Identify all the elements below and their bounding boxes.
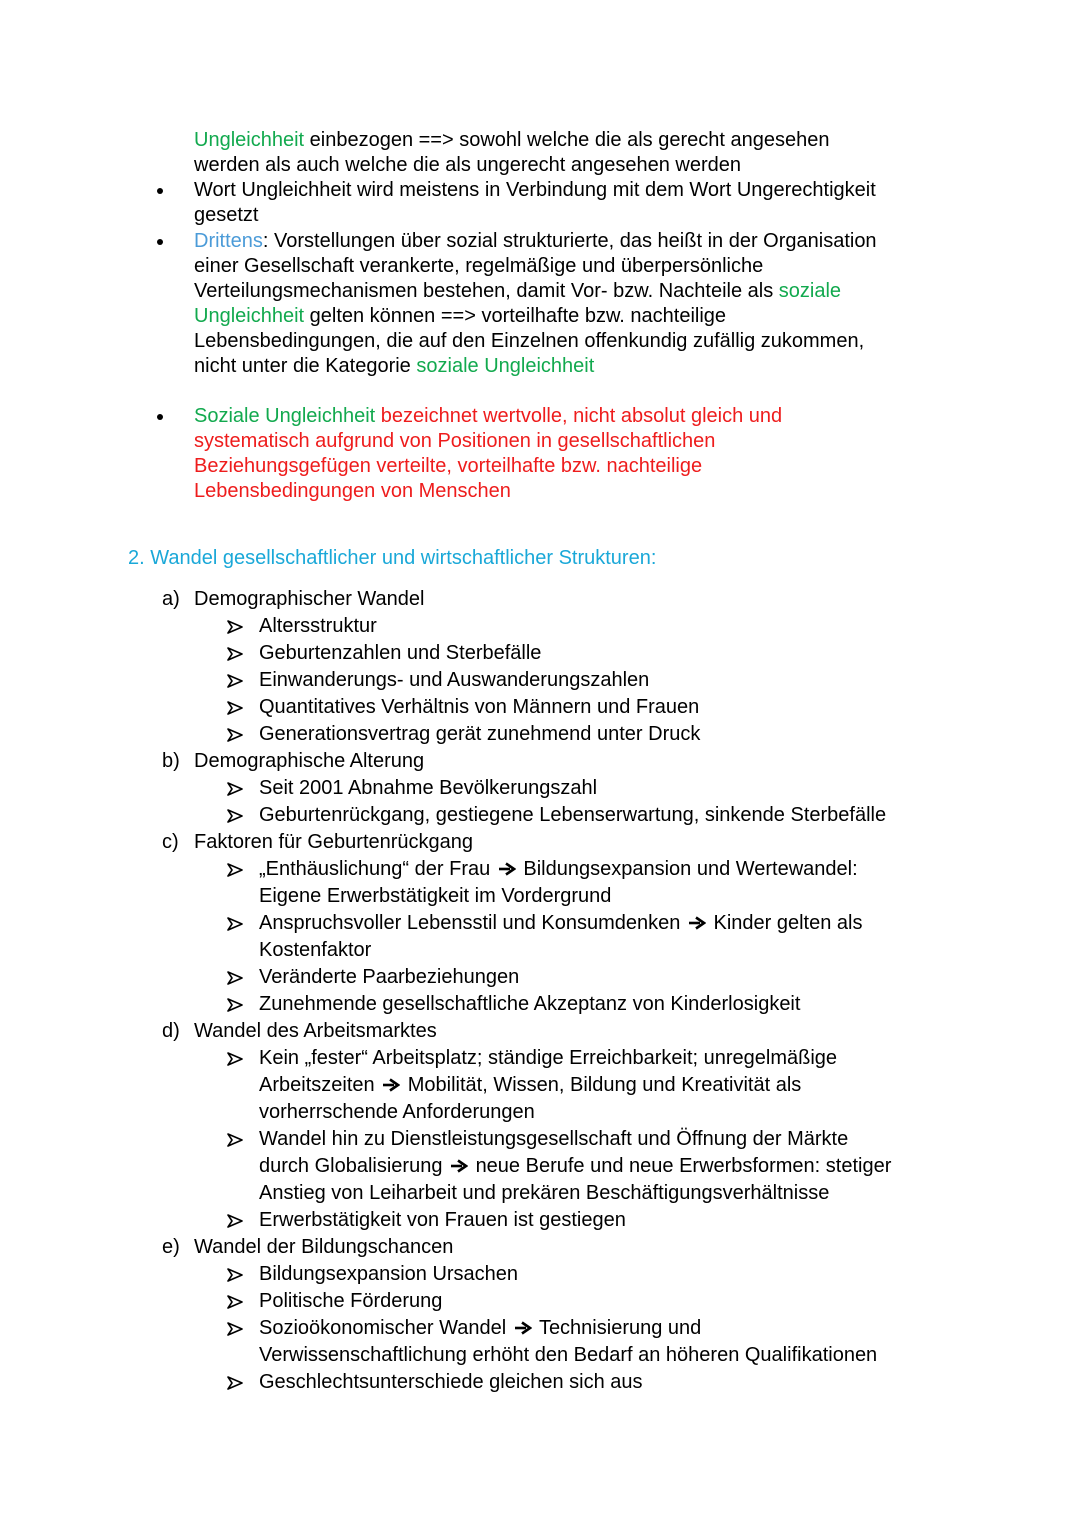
right-arrow-icon bbox=[514, 1321, 532, 1335]
list-item: Geburtenrückgang, gestiegene Lebenserwartung, sinkende Sterbefälle bbox=[259, 804, 887, 826]
arrowhead-bullet-icon bbox=[227, 1315, 243, 1342]
list-item: Geburtenzahlen und Sterbefälle bbox=[259, 642, 542, 664]
section-heading: 2. Wandel gesellschaftlicher und wirtschaftlicher Strukturen: bbox=[128, 547, 657, 569]
arrowhead-bullet-icon bbox=[227, 640, 243, 667]
list-item: Kein „fester“ Arbeitsplatz; ständige Erreichbarkeit; unregelmäßige Arbeitszeiten Mobilität, Wissen, Bildung und Kreativität als vorherrschende Anforderungen bbox=[259, 1047, 838, 1123]
arrowhead-bullet-icon bbox=[227, 1369, 243, 1396]
intro-paragraph: Ungleichheit einbezogen ==> sowohl welche die als gerecht angesehen werden als auch welche die als ungerecht angesehen werden bbox=[194, 129, 830, 176]
list-item: Seit 2001 Abnahme Bevölkerungszahl bbox=[259, 777, 598, 799]
arrowhead-bullet-icon bbox=[227, 1288, 243, 1315]
term-ungleichheit: Ungleichheit bbox=[194, 129, 305, 151]
list-item: Sozioökonomischer Wandel Technisierung und Verwissenschaftlichung erhöht den Bedarf an höheren Qualifikationen bbox=[259, 1317, 878, 1366]
arrowhead-bullet-icon bbox=[227, 1126, 243, 1153]
section-e-title: e) Wandel der Bildungschancen bbox=[162, 1236, 454, 1258]
list-item: Zunehmende gesellschaftliche Akzeptanz von Kinderlosigkeit bbox=[259, 993, 801, 1015]
right-arrow-icon bbox=[498, 862, 516, 876]
list-item: Quantitatives Verhältnis von Männern und Frauen bbox=[259, 696, 700, 718]
arrowhead-bullet-icon bbox=[227, 1261, 243, 1288]
arrowhead-bullet-icon bbox=[227, 1045, 243, 1072]
section-a-title: a) Demographischer Wandel bbox=[162, 588, 425, 610]
bullet-dot bbox=[157, 404, 167, 414]
arrowhead-bullet-icon bbox=[227, 1207, 243, 1234]
arrowhead-bullet-icon bbox=[227, 667, 243, 694]
bullet-item-wort-ungleichheit: Wort Ungleichheit wird meistens in Verbindung mit dem Wort Ungerechtigkeit gesetzt bbox=[194, 179, 876, 226]
right-arrow-icon bbox=[688, 916, 706, 930]
list-item: Wandel hin zu Dienstleistungsgesellschaft und Öffnung der Märkte durch Globalisierung neue Berufe und neue Erwerbsformen: stetiger Anstieg von Leiharbeit und prekären Beschäftigungsverhältnisse bbox=[259, 1128, 892, 1204]
list-item: Einwanderungs- und Auswanderungszahlen bbox=[259, 669, 650, 691]
right-arrow-icon bbox=[450, 1159, 468, 1173]
list-item: Generationsvertrag gerät zunehmend unter Druck bbox=[259, 723, 701, 745]
list-item: Anspruchsvoller Lebensstil und Konsumdenken Kinder gelten als Kostenfaktor bbox=[259, 912, 863, 961]
arrowhead-bullet-icon bbox=[227, 613, 243, 640]
label-drittens: Drittens bbox=[194, 230, 263, 252]
bullet-item-definition: Soziale Ungleichheit bezeichnet wertvolle, nicht absolut gleich und systematisch aufgrund von Positionen in gesellschaftlichen Beziehungsgefügen verteilte, vorteilhafte bzw. nachteilige Lebensbedingungen von Menschen bbox=[194, 405, 783, 502]
arrowhead-bullet-icon bbox=[227, 694, 243, 721]
bullet-dot bbox=[157, 229, 167, 239]
arrowhead-bullet-icon bbox=[227, 721, 243, 748]
list-item: „Enthäuslichung“ der Frau Bildungsexpansion und Wertewandel: Eigene Erwerbstätigkeit im Vordergrund bbox=[259, 858, 858, 907]
section-b-title: b) Demographische Alterung bbox=[162, 750, 425, 772]
list-item: Erwerbstätigkeit von Frauen ist gestiegen bbox=[259, 1209, 626, 1231]
section-c-title: c) Faktoren für Geburtenrückgang bbox=[162, 831, 474, 853]
right-arrow-icon bbox=[382, 1078, 400, 1092]
arrowhead-bullet-icon bbox=[227, 964, 243, 991]
arrowhead-bullet-icon bbox=[227, 856, 243, 883]
list-item: Geschlechtsunterschiede gleichen sich aus bbox=[259, 1371, 643, 1393]
arrowhead-bullet-icon bbox=[227, 910, 243, 937]
bullet-item-drittens: Drittens: Vorstellungen über sozial strukturierte, das heißt in der Organisation einer Gesellschaft verankerte, regelmäßige und überpersönliche Verteilungsmechanismen bestehen, damit Vor- bzw. Nachteile als soziale Ungleichheit gelten können ==> vorteilhafte bzw. nachteilige Lebensbedingungen, die auf den Einzelnen offenkundig zufällig zukommen, nicht unter die Kategorie soziale Ungleichheit bbox=[194, 230, 877, 377]
arrowhead-bullet-icon bbox=[227, 802, 243, 829]
list-item: Bildungsexpansion Ursachen bbox=[259, 1263, 519, 1285]
list-item: Altersstruktur bbox=[259, 615, 377, 637]
section-d-title: d) Wandel des Arbeitsmarktes bbox=[162, 1020, 437, 1042]
arrowhead-bullet-icon bbox=[227, 991, 243, 1018]
list-item: Politische Förderung bbox=[259, 1290, 443, 1312]
arrowhead-bullet-icon bbox=[227, 775, 243, 802]
bullet-dot bbox=[157, 178, 167, 188]
list-item: Veränderte Paarbeziehungen bbox=[259, 966, 520, 988]
